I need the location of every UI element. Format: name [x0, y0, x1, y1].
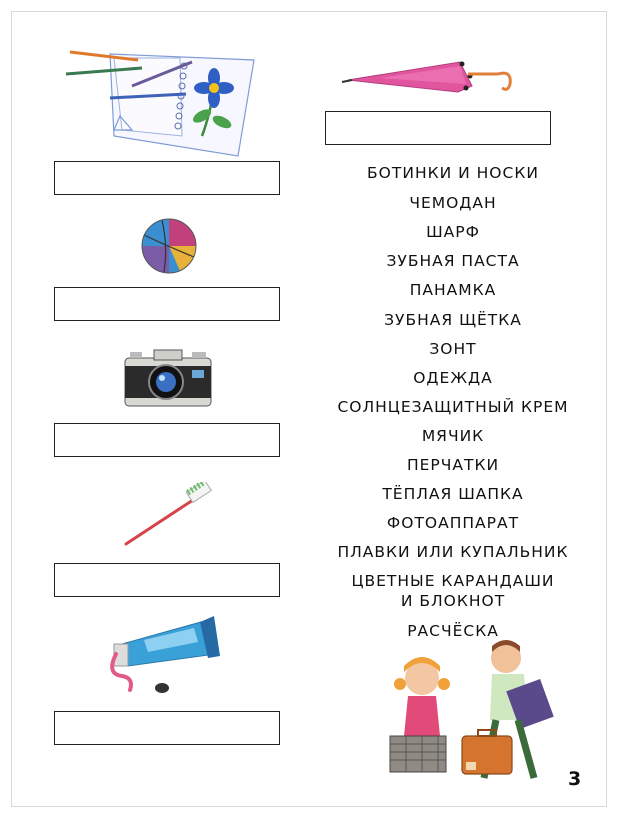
word-item: ШАРФ	[426, 223, 480, 241]
sketchbook-pencils-icon	[62, 40, 262, 158]
word-item: ТЁПЛАЯ ШАПКА	[382, 485, 524, 503]
answer-box-umbrella[interactable]	[325, 111, 551, 145]
word-item: ЗОНТ	[429, 340, 477, 358]
word-item: ПАНАМКА	[409, 281, 497, 299]
word-item: ЧЕМОДАН	[409, 194, 497, 212]
word-item: ПЕРЧАТКИ	[406, 456, 500, 474]
answer-box-toothbrush[interactable]	[54, 563, 280, 597]
camera-icon	[122, 348, 214, 408]
word-item: СОЛНЦЕЗАЩИТНЫЙ КРЕМ	[337, 398, 569, 416]
word-item: МЯЧИК	[421, 427, 485, 445]
answer-box-ball[interactable]	[54, 287, 280, 321]
word-item: ЦВЕТНЫЕ КАРАНДАШИ И БЛОКНОТ	[351, 572, 555, 610]
ball-icon	[140, 217, 198, 275]
answer-box-toothpaste[interactable]	[54, 711, 280, 745]
children-suitcases-icon	[386, 638, 566, 784]
word-item: ЗУБНАЯ ЩЁТКА	[384, 311, 522, 329]
word-item: ЗУБНАЯ ПАСТА	[386, 252, 520, 270]
word-item: РАСЧЁСКА	[407, 622, 499, 640]
word-item: БОТИНКИ И НОСКИ	[367, 164, 539, 182]
answer-box-camera[interactable]	[54, 423, 280, 457]
word-item: ПЛАВКИ ИЛИ КУПАЛЬНИК	[337, 543, 569, 561]
toothpaste-icon	[104, 614, 220, 698]
word-item: ОДЕЖДА	[413, 369, 493, 387]
word-item: ФОТОАППАРАТ	[386, 514, 520, 532]
toothbrush-icon	[122, 482, 214, 548]
page-number: 3	[568, 768, 582, 790]
umbrella-icon	[340, 56, 525, 102]
answer-box-sketchbook[interactable]	[54, 161, 280, 195]
